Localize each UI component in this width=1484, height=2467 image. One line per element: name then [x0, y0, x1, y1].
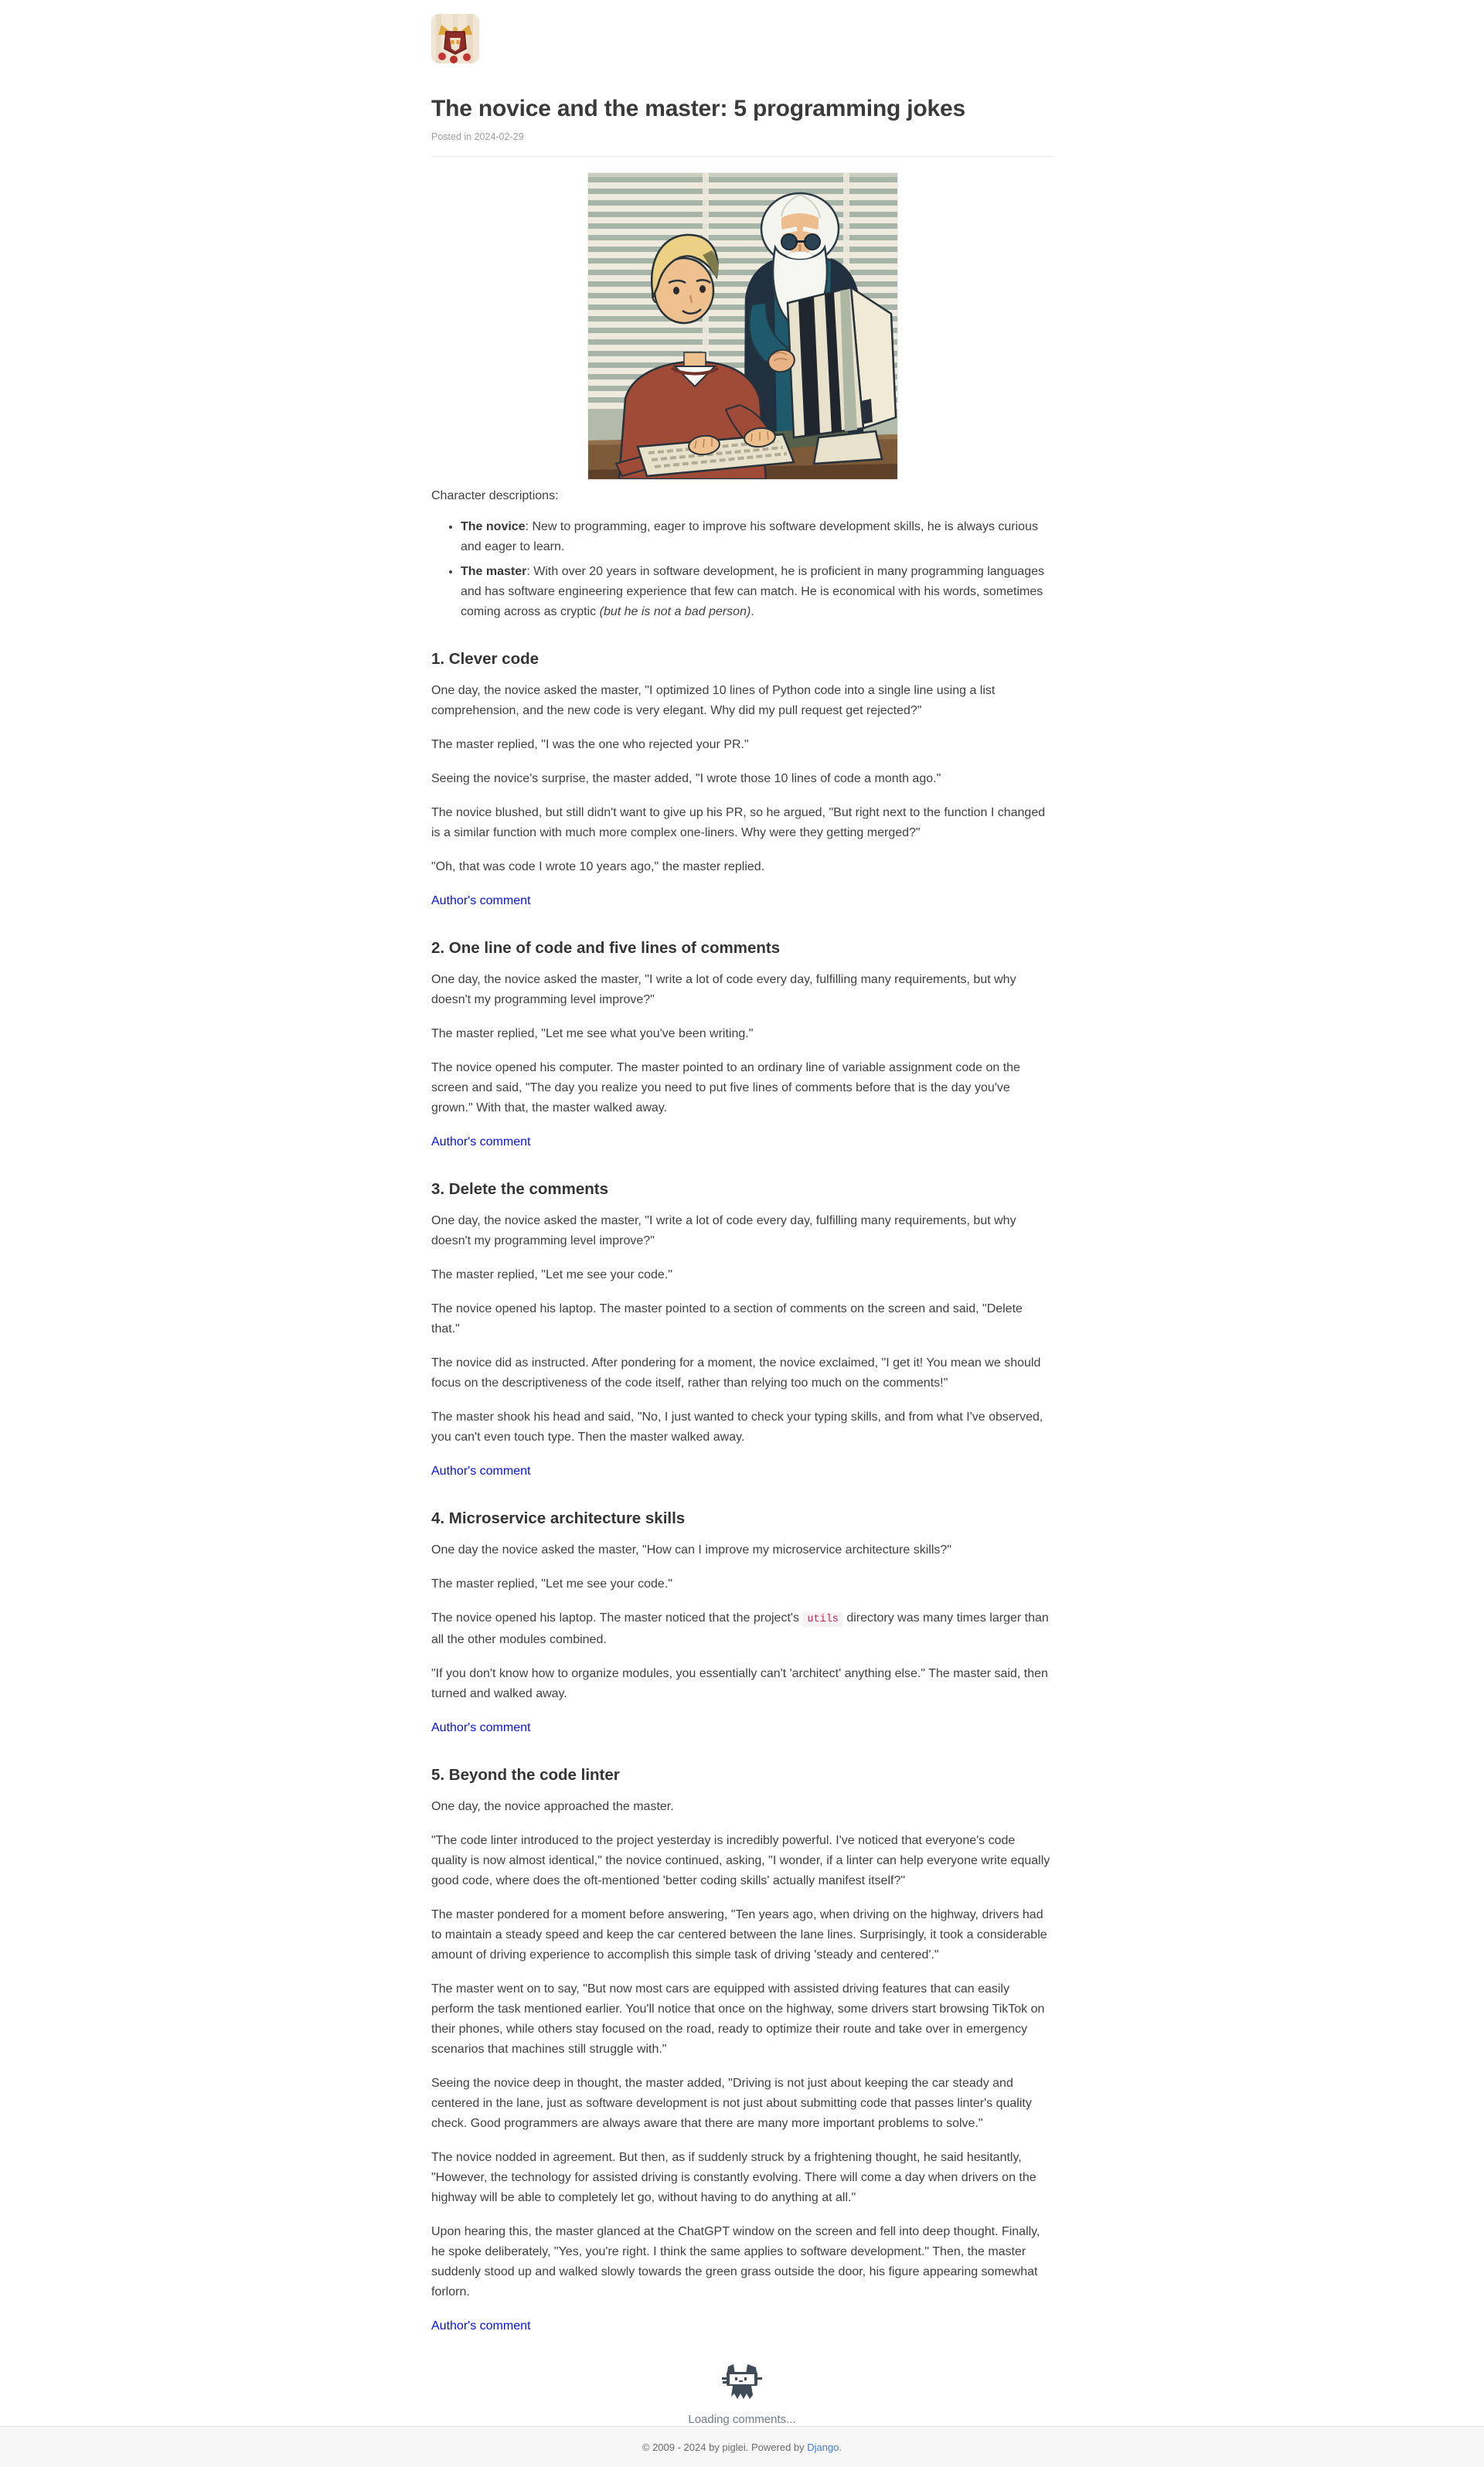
joke-section: [431, 1509, 1053, 1738]
header-divider: [431, 156, 1053, 157]
paragraph: "Oh, that was code I wrote 10 years ago," the master replied.: [431, 860, 765, 873]
comments-widget: [431, 2364, 1053, 2426]
paragraph: "The code linter introduced to the project yesterday is incredibly powerful. I've noticed that everyone's code quality is now almost identical," the novice continued, asking, "I wonder, if a linter can help everyone write equally good code, where does the oft-mentioned 'better coding skills' actually manifest itself?": [431, 1834, 1050, 1887]
joke-section: [431, 939, 1053, 1152]
site-footer: [0, 2426, 1484, 2467]
paragraph: The master went on to say, "But now most cars are equipped with assisted driving features that can easily perform the task mentioned earlier. You'll notice that once on the highway, some drivers start browsing TikTok on their phones, while others stay focused on the road, ready to optimize their route and take over in emergency scenarios that machines still struggle with.": [431, 1982, 1045, 2056]
post-date: Posted in 2024-02-29: [431, 131, 524, 142]
paragraph: The novice opened his laptop. The master noticed that the project's utils directory was many times larger than all the other modules combined.: [431, 1611, 1049, 1646]
paragraph: Seeing the novice deep in thought, the master added, "Driving is not just about keeping the car steady and centered in the lane, just as software development is not just about submitting code that passes linter's quality check. Good programmers are always aware that there are many more important problems to solve.": [431, 2077, 1032, 2130]
joke-section: [431, 650, 1053, 911]
paragraph: Seeing the novice's surprise, the master added, "I wrote those 10 lines of code a month ago.": [431, 772, 941, 785]
section-heading: 3. Delete the comments: [431, 1180, 608, 1198]
robot-logo-image: [431, 14, 479, 63]
copyright-period: .: [839, 2441, 842, 2453]
article-sections: [431, 650, 1053, 2336]
character-item: • The novice: New to programming, eager to improve his software development skills, he is always curious and eager to learn.: [461, 517, 1053, 557]
paragraph: The novice did as instructed. After pondering for a moment, the novice exclaimed, "I get it! You mean we should focus on the descriptiveness of the code itself, rather than relying too much on the comments!": [431, 1356, 1041, 1390]
section-heading: 1. Clever code: [431, 650, 539, 668]
section-heading: 2. One line of code and five lines of comments: [431, 939, 781, 957]
paragraph: Upon hearing this, the master glanced at the ChatGPT window on the screen and fell into deep thought. Finally, he spoke deliberately, "Yes, you're right. I think the same applies to software development." Then, the master suddenly stood up and walked slowly towards the green grass outside the door, his figure appearing somewhat forlorn.: [431, 2225, 1040, 2299]
character-descriptions-lead: Character descriptions:: [431, 489, 559, 502]
content-column: [431, 0, 1053, 2426]
paragraph: The master replied, "Let me see your code.": [431, 1577, 672, 1591]
authors-comment-link[interactable]: Author's comment: [431, 1135, 531, 1148]
paragraph: The novice nodded in agreement. But then, as if suddenly struck by a frightening thought, he said hesitantly, "However, the technology for assisted driving is constantly evolving. There will come a day when drivers on the highway will be able to completely let go, without having to do anything at all.": [431, 2151, 1036, 2204]
site-logo[interactable]: [431, 14, 479, 63]
paragraph: The master replied, "I was the one who rejected your PR.": [431, 738, 749, 751]
paragraph: One day, the novice asked the master, "I write a lot of code every day, fulfilling many requirements, but why doesn't my programming level improve?": [431, 1214, 1016, 1247]
section-heading: 4. Microservice architecture skills: [431, 1509, 686, 1527]
authors-comment-link[interactable]: Author's comment: [431, 1465, 531, 1478]
article: [431, 96, 1053, 2426]
authors-comment-link[interactable]: Author's comment: [431, 2319, 531, 2333]
authors-comment-line: [431, 1718, 1053, 1738]
paragraph: The master shook his head and said, "No, I just wanted to check your typing skills, and from what I've observed, you can't even touch type. Then the master walked away.: [431, 1410, 1043, 1444]
character-list: [431, 517, 1053, 622]
paragraph: The novice opened his computer. The master pointed to an ordinary line of variable assignment code on the screen and said, "The day you realize you need to put five lines of comments before that is the day you've grown." With that, the master walked away.: [431, 1061, 1020, 1114]
authors-comment-line: [431, 2316, 1053, 2336]
paragraph: The master replied, "Let me see your code.": [431, 1268, 672, 1281]
paragraph: "If you don't know how to organize modules, you essentially can't 'architect' anything else." The master said, then turned and walked away.: [431, 1667, 1048, 1700]
joke-section: [431, 1180, 1053, 1482]
joke-section: [431, 1766, 1053, 2336]
paragraph: One day, the novice approached the master.: [431, 1800, 674, 1813]
authors-comment-link[interactable]: Author's comment: [431, 894, 531, 907]
django-link[interactable]: Django: [807, 2441, 839, 2453]
paragraph: One day, the novice asked the master, "I optimized 10 lines of Python code into a single line using a list comprehension, and the new code is very elegant. Why did my pull request get rejected?": [431, 684, 996, 717]
page-title: The novice and the master: 5 programming jokes: [431, 96, 965, 121]
article-illustration: [587, 172, 897, 480]
paragraph: One day the novice asked the master, "How can I improve my microservice architecture skills?": [431, 1543, 951, 1557]
copyright-text: © 2009 - 2024 by piglei. Powered by: [642, 2441, 808, 2453]
paragraph: One day, the novice asked the master, "I write a lot of code every day, fulfilling many requirements, but why doesn't my programming level improve?": [431, 973, 1016, 1006]
site-header: [431, 0, 1053, 63]
authors-comment-line: [431, 1132, 1053, 1152]
comments-loading-text: Loading comments...: [688, 2413, 796, 2426]
section-heading: 5. Beyond the code linter: [431, 1766, 620, 1784]
inline-code: utils: [802, 1612, 843, 1627]
authors-comment-link[interactable]: Author's comment: [431, 1721, 531, 1734]
paragraph: The master pondered for a moment before answering, "Ten years ago, when driving on the highway, drivers had to maintain a steady speed and keep the car centered between the lane lines. Surprisingly, it took a considerable amount of driving experience to accomplish this simple task of driving 'steady and centered'.": [431, 1908, 1047, 1962]
paragraph: The novice blushed, but still didn't want to give up his PR, so he argued, "But right next to the function I changed is a similar function with much more complex one-liners. Why were they getting merged?": [431, 806, 1046, 839]
character-item: • The master: With over 20 years in software development, he is proficient in many programming languages and has software engineering experience that few can match. He is economical with his words, sometimes coming across as cryptic (but he is not a bad person).: [461, 562, 1053, 622]
authors-comment-line: [431, 1461, 1053, 1482]
paragraph: The novice opened his laptop. The master pointed to a section of comments on the screen and said, "Delete that.": [431, 1302, 1023, 1336]
comments-cat-icon: [722, 2364, 762, 2405]
paragraph: The master replied, "Let me see what you've been writing.": [431, 1027, 754, 1040]
authors-comment-line: [431, 891, 1053, 911]
